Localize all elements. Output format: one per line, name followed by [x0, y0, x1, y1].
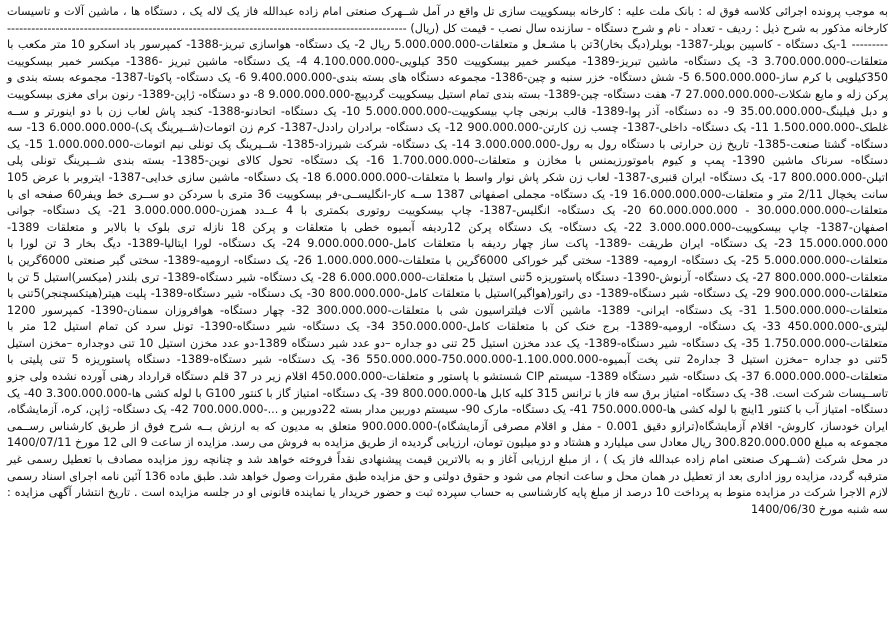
- notice-body-text: به موجب پرونده اجرائی کلاسه فوق له : بانک ملت علیه : کارخانه بیسکوییت سازی تل واقع در آمل شــهرک صنعتی امام زاده عبدالله فاز یک لاله یک ، دستگاه ها ، ماشین آلات و تاسیسات کارخانه مذکور به شرح ذیل : ردیف - تعداد - نام و شرح دستگاه - سازنده سال نصب - قیمت کل (ریال) ------------------------------------------------------------------------------------------------------------ 1-یک دستگاه - کاسپین بویلر-1387- بویلر(دیگ بخار)3تن با مشـعل و متعلقات-5.000.000.000 ریال 2- یک دستگاه- هواسازی تبریز-1388- کمپرسور باد اسکرو 10 متر مکعب با متعلقات-3.700.000.000 3- یک دستگاه- ماشین تبریز-1389- میکسر خمیر بیسکوییت 350 کیلویی-4.100.000.000 4- یک دستگاه- ماشین تبریز -1386- میکسر خمیر بیسکوییت 350کیلویی با کرم ساز-6.500.000.000 5- شش دستگاه- خزر سنبه و چین-1386- مجموعه دستگاه های بسته بندی-9.400.000.000 6- یک دستگاه- پاکوتا-1387- مجموعه بسته بندی و پرکن زله و مایع شکلات-27.000.000.000 7- هفت دستگاه- چین-1389- بسته بندی تمام استیل بیسکوییت گردپیچ-9.000.000.000 8- دو دستگاه- ژاپن-1389- رنون برای مغزی بیسکوییت و دبل فیلینگ-35.00.000.000 9- ده دستگاه- آذر پوا-1389- قالب برنجی چاپ بیسکوییت-5.000.000.000 10- یک دستگاه- اتحادنو-1388- کنجد پاش لعاب زن با دو اینورتر و ســه غلطک-1.500.000.000 11- یک دستگاه- داخلی-1387- چسب زن کارتن-900.000.000 12- یک دستگاه- برادران راددل-1387- کرم زن اتومات(شــیرینگ پک)-6.000.000.000 13- سه دستگاه- گشتا صنعت-1385- تاریخ زن حرارتی با دستگاه رول به رول-3.000.000.000 14- یک دستگاه- شرکت شیرزاد-1385- شــیرینگ پک تونلی نیم اتومات-1.000.000.000 15- یک دستگاه- سرناک ماشین 1390- پمپ و کیوم باموتورزیمنس با مخازن و متعلقات-1.700.000.000 16- یک دستگاه- تحول کالای نوین-1385- بسته بندی شــیرینگ تونلی پلی اتیلن-800.000.000 17- یک دستگاه- ایران قنبری-1387- لعاب زن شکر پاش نوار واسط با متعلقات-6.000.000.000 18- یک دستگاه- ماشین سازی خدایی-1387- ایتروبر با عرض 105 سانت یخچال 2/11 متر و متعلقات-16.000.000.000 19- یک دستگاه- مجملی اصفهانی 1387 ســه کار-انگلیســی-فر بیسکوییت 36 متری با سردکن دو ســری خط ویفر60 صفحه ای با متعلقات-30.000.000.000 - 60.000.000.000 20- یک دستگاه- انگلیس-1387- چاپ بیسکوییت روتوری بکمتری با 4 عــدد همزن-3.000.000.000 21- یک دستگاه- جوانی اصفهان-1387- چاپ بیسکوییت-3.000.000.000 22- یک دستگاه- یک دستگاه پرکن 12ردیفه آبمیوه خطی با متعلقات و پرکن 18 نازله تری بلوک با بالابر و متعلقات 1389-15.000.000.000 23- یک دستگاه- ایران طریقت -1389- پاکت ساز چهار ردیفه با متعلقات کامل-9.000.000.000 24- یک دستگاه- لورا ایتالیا-1389- دیگ بخار 3 تن لورا با متعلقات-5.000.000.000 25- یک دستگاه- ارومیه- 1389- سختی گیر خوراکی 6000گرین با متعلقات-1.000.000.000 26- یک دستگاه- ارومیه-1389- سختی گیر صنعتی 6000گرین با متعلقات-800.000.000 27- یک دستگاه- آرنوش-1390- دستگاه پاستوریزه 5تنی استیل با متعلقات-6.000.000.000 28- یک دستگاه- شیر دستگاه-1389- تری بلندر (میکسر)استیل 5 تن با متعلقات-900.000.000 29- یک دستگاه- شیر دستگاه-1389- دی راتور(هواگیر)استیل با متعلقات کامل-800.000.000 30- یک دستگاه- شیر دستگاه-1389- پلیت هیتر(هیتکسچنجر)5تنی با متعلقات-1.500.000.000 31- یک دستگاه- ایرانی- 1389- ماشین آلات فیلتراسیون شی با متعلقات-300.000.000 32- چهار دستگاه- هوافروزان سمنان-1390- کمپرسور 1200 لیتری-450.000.000 33- یک دستگاه- ارومیه-1389- برج خنک کن با متعلقات کامل-350.000.000 34- یک دستگاه- شیر دستگاه-1390- تونل سرد کن تمام استیل 12 متر با متعلقات-1.750.000.000 35- یک دستگاه- شیر دستگاه-1389- یک عدد مخزن استیل 25 تنی دو جداره –دو عدد شیر دستگاه 1389-دو عدد مخزن استیل 10 تنی دوجداره –مخزن استیل 5تنی دو جداره –مخزن استیل 3 جداره2 تنی پخت آبمیوه-1.100.000.000-750.000.000-550.000.000 36- یک دستگاه- شیر دستگاه-1389- دستگاه پاستوریزه 5 تنی پلیتی با متعلقات-6.000.000.000 37- یک دستگاه- شیر دستگاه 1389- سیستم CIP شستشو با پاستور و متعلقات-450.000.000 اقلام زیر در 37 قلم دستگاه قرارداد رهنی آورده نشده ولی جزو تاســیسات شرکت است. 38- یک دستگاه- امتیاز برق سه فاز با ترانس 315 کلیه کابل ها-800.000.000 39- یک دستگاه- امتیاز گاز با کنتور G100 با لوله کشی ها-3.300.000.000 40- یک دستگاه- امتیاز آب با کنتور 1اینچ با لوله کشی ها-750.000.000 41- یک دستگاه- مارک 90- سیستم دوربین مدار بسته 22دوربین و ...-700.000.000 42- یک دستگاه- ژاپن، کره، آزمایشگاه، ایران خودساز، کاروش- اقلام آزمایشگاه(ترازو دقیق 0.001 - مفل و اقلام مصرفی آزمایشگاه)-900.000.000 متعلق به مدیون که به ارزش بــه شرح فوق از طریق کارشناس رســمی مجموعه به مبلغ 300.820.000.000 ریال معادل سی میلیارد و هشتاد و دو میلیون تومان، ارزیابی گردیده از طریق مزایده به فروش می رسد. مزایده از ساعت 9 الی 12 مورخ 1400/07/11 در محل شرکت (شــهرک صنعتی امام زاده عبدالله فاز یک ) ، از مبلغ ارزیابی آغاز و به بالاترین قیمت پیشنهادی نقداً فروخته خواهد شد و چنانچه روز مزایده مصادف با تعطیل رسمی غیر مترقبه گردد، مزایده روز اداری بعد از تعطیل در همان محل و ساعت انجام می شود و حقوق دولتی و حق مزایده طبق مقررات وصول خواهد شد. طبق ماده 136 آئین نامه اجرای اسناد رسمی لازم الاجرا شرکت در مزایده منوط به پرداخت 10 درصد از مبلغ پایه کارشناسی به حساب سپرده ثبت و حضور خریدار یا نماینده قانونی او در جلسه مزایده است . تاریخ انتشار آگهی مزایده : سه شنبه مورخ 1400/06/30: [3, 5, 889, 516]
